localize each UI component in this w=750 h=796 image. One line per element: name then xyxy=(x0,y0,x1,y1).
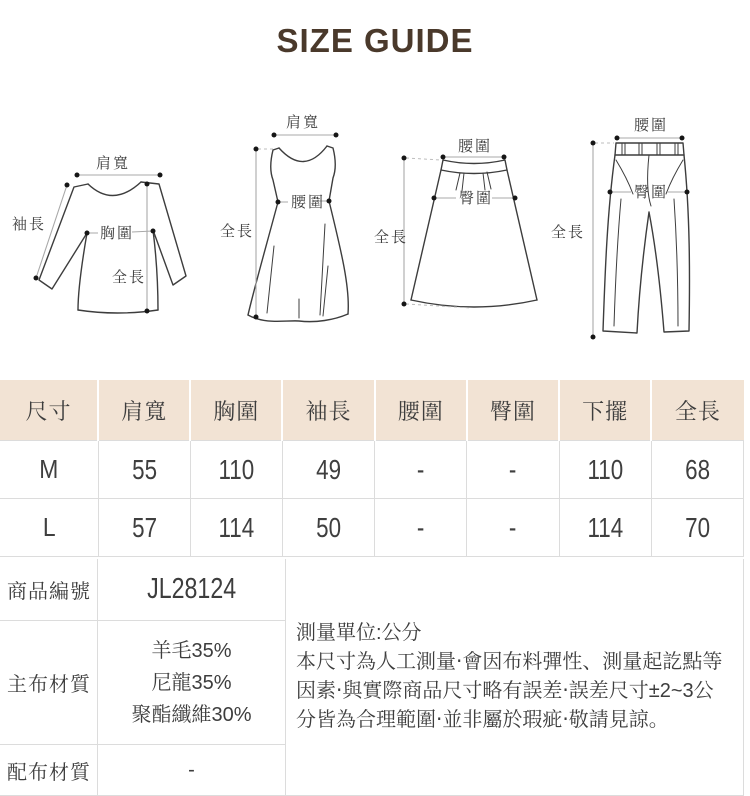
table-row-size-l xyxy=(0,499,744,557)
pants-hip-label: 臀圍 xyxy=(633,184,668,201)
pants-waist-label: 腰圍 xyxy=(633,117,668,134)
cell-value: 68 xyxy=(651,441,743,499)
trim-fabric-label: 配布材質 xyxy=(0,745,98,796)
cell-value: 55 xyxy=(98,441,190,499)
top-bust-label: 胸圍 xyxy=(100,225,135,242)
cell-value: 57 xyxy=(98,499,190,557)
skirt-waist-label: 腰圍 xyxy=(458,138,493,155)
product-code-label: 商品編號 xyxy=(0,559,98,621)
cell-value: - xyxy=(375,499,467,557)
garment-top-diagram xyxy=(12,94,192,334)
size-chart-table xyxy=(0,380,744,557)
column-header-shoulder: 肩寬 xyxy=(98,380,190,441)
skirt-length-label: 全長 xyxy=(374,229,409,246)
cell-value: 49 xyxy=(282,441,374,499)
top-length-label: 全長 xyxy=(112,269,147,286)
page-title: SIZE GUIDE xyxy=(276,22,474,59)
trim-fabric-value: - xyxy=(98,745,285,796)
cell-value: - xyxy=(375,441,467,499)
product-code-value: JL28124 xyxy=(98,559,285,621)
cell-value: 110 xyxy=(190,441,282,499)
column-header-hip: 臀圍 xyxy=(467,380,559,441)
measurement-note xyxy=(285,559,744,796)
fabric-line: 羊毛35% xyxy=(151,639,232,662)
main-fabric-value xyxy=(98,621,285,745)
size-chart-header-row xyxy=(0,380,744,441)
column-header-length: 全長 xyxy=(651,380,743,441)
top-shoulder-label: 肩寬 xyxy=(96,155,131,172)
cell-size: L xyxy=(0,499,98,557)
skirt-hip-label: 臀圍 xyxy=(459,190,494,207)
garment-diagrams xyxy=(0,94,750,340)
column-header-sleeve: 袖長 xyxy=(282,380,374,441)
dress-shoulder-label: 肩寬 xyxy=(285,114,320,131)
cell-value: 50 xyxy=(282,499,374,557)
pants-length-label: 全長 xyxy=(550,224,585,241)
note-unit-line: 測量單位:公分 xyxy=(296,621,422,644)
main-fabric-label: 主布材質 xyxy=(0,621,98,745)
fabric-line: 尼龍35% xyxy=(151,671,232,694)
cell-size: M xyxy=(0,441,98,499)
cell-value: 110 xyxy=(559,441,651,499)
garment-pants-diagram xyxy=(543,94,738,344)
cell-value: - xyxy=(467,499,559,557)
garment-skirt-diagram xyxy=(374,94,539,334)
cell-value: - xyxy=(467,441,559,499)
dress-length-label: 全長 xyxy=(219,223,254,240)
cell-value: 114 xyxy=(559,499,651,557)
column-header-waist: 腰圍 xyxy=(375,380,467,441)
product-info-table xyxy=(0,559,744,796)
column-header-hem: 下擺 xyxy=(559,380,651,441)
fabric-line: 聚酯纖維30% xyxy=(131,703,252,726)
cell-value: 70 xyxy=(651,499,743,557)
top-sleeve-label: 袖長 xyxy=(12,216,47,233)
dress-waist-label: 腰圍 xyxy=(290,194,325,211)
note-disclaimer-line: 本尺寸為人工測量‧會因布料彈性、測量起訖點等因素‧與實際商品尺寸略有誤差‧誤差尺寸±2~3公分皆為合理範圍‧並非屬於瑕疵‧敬請見諒。 xyxy=(296,650,723,732)
table-row-size-m xyxy=(0,441,744,499)
cell-value: 114 xyxy=(190,499,282,557)
column-header-bust: 胸圍 xyxy=(190,380,282,441)
garment-dress-diagram xyxy=(196,94,371,334)
column-header-size: 尺寸 xyxy=(0,380,98,441)
